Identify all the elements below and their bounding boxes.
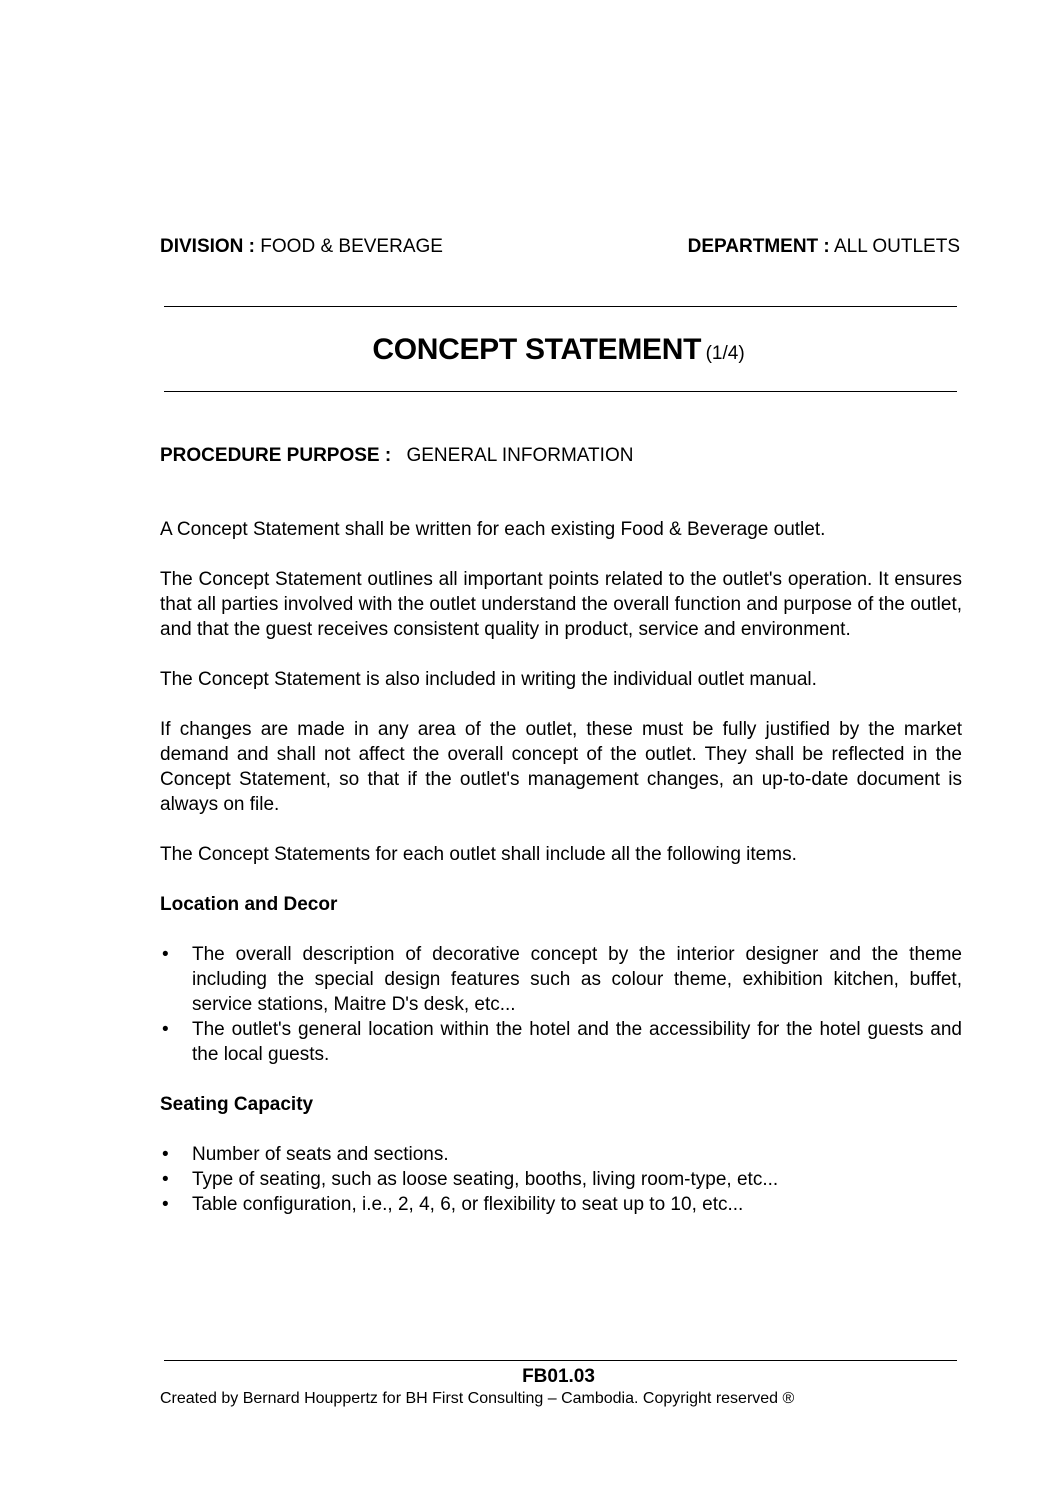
procedure-purpose [160, 445, 633, 467]
division-header [160, 236, 443, 258]
document-code: FB01.03 [522, 1366, 595, 1387]
top-divider [164, 306, 957, 307]
list-item: • Number of seats and sections. [160, 1142, 962, 1167]
list-item: • Table configuration, i.e., 2, 4, 6, or flexibility to seat up to 10, etc... [160, 1192, 962, 1217]
title-divider [164, 391, 957, 392]
footer-credit: Created by Bernard Houppertz for BH First Consulting – Cambodia. Copyright reserved ® [160, 1390, 795, 1407]
list-item: • The overall description of decorative concept by the interior designer and the theme including the special design features such as colour theme, exhibition kitchen, buffet, service stations, Maitre D's desk, etc... [160, 942, 962, 1017]
department-header [688, 236, 960, 258]
document-body [160, 517, 962, 1242]
paragraph: The Concept Statement outlines all important points related to the outlet's operation. It ensures that all parties involved with the outlet understand the overall function and purpose of the outlet, and that the guest receives consistent quality in product, service and environment. [160, 569, 962, 640]
location-decor-list [160, 942, 962, 1067]
purpose-label: PROCEDURE PURPOSE : [160, 445, 392, 466]
purpose-value: GENERAL INFORMATION [406, 445, 634, 466]
department-value: ALL OUTLETS [833, 236, 960, 257]
footer-divider [164, 1360, 957, 1361]
page-title [160, 333, 957, 367]
title-page-number: (1/4) [705, 343, 745, 364]
paragraph: A Concept Statement shall be written for each existing Food & Beverage outlet. [160, 519, 826, 540]
paragraph: If changes are made in any area of the outlet, these must be fully justified by the market demand and shall not affect the overall concept of the outlet. They shall be reflected in the Concept Statement, so that if the outlet's management changes, an up-to-date document is always on file. [160, 719, 962, 815]
list-item: • Type of seating, such as loose seating, booths, living room-type, etc... [160, 1167, 962, 1192]
paragraph: The Concept Statements for each outlet shall include all the following items. [160, 844, 797, 865]
section-heading-location-decor: Location and Decor [160, 894, 338, 915]
division-value: FOOD & BEVERAGE [260, 236, 443, 257]
paragraph: The Concept Statement is also included in writing the individual outlet manual. [160, 669, 817, 690]
title-main: CONCEPT STATEMENT [372, 333, 702, 366]
department-label: DEPARTMENT : [687, 236, 830, 257]
seating-capacity-list [160, 1142, 962, 1217]
division-label: DIVISION : [160, 236, 256, 257]
list-item: • The outlet's general location within the hotel and the accessibility for the hotel guests and the local guests. [160, 1017, 962, 1067]
section-heading-seating-capacity: Seating Capacity [160, 1094, 314, 1115]
